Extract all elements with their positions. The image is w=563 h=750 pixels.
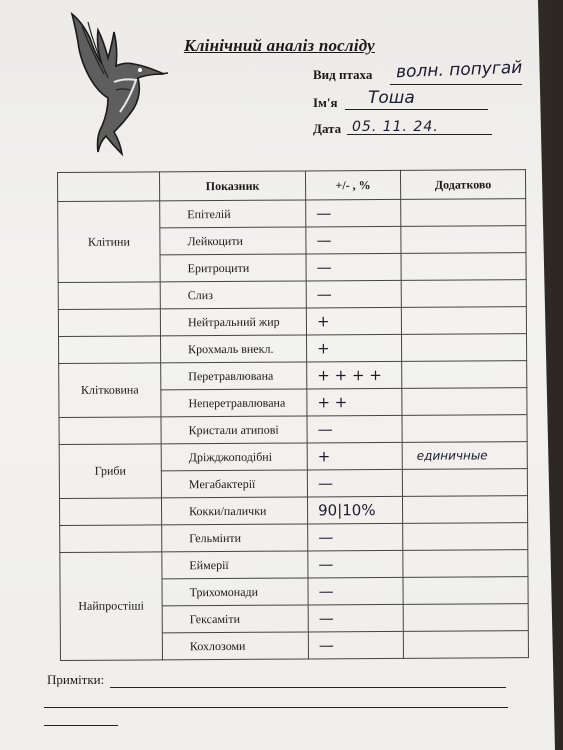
indicator-result: — — [306, 199, 401, 227]
table-row — [59, 496, 527, 526]
indicator-note: единичные — [402, 442, 527, 470]
table-row — [58, 307, 526, 337]
indicator-result: — — [307, 415, 402, 443]
indicator-note — [401, 253, 526, 281]
table-row — [59, 361, 527, 391]
name-label: Ім'я — [313, 95, 338, 110]
table-row — [59, 442, 527, 472]
indicator-result: + — [306, 307, 401, 335]
indicator-note — [401, 334, 526, 362]
indicator-result: — — [306, 280, 401, 308]
indicator-result: 90|10% — [307, 496, 402, 524]
indicator-result: + — [307, 334, 402, 362]
header-result: +/- , % — [305, 170, 400, 200]
species-line — [390, 84, 522, 85]
indicator-note — [403, 577, 528, 605]
indicator-name: Епітелій — [160, 200, 306, 228]
name-line — [345, 109, 488, 110]
indicator-result: + + — [307, 388, 402, 416]
indicator-result: — — [308, 604, 403, 632]
indicator-result: — — [308, 631, 403, 659]
indicator-note — [401, 199, 526, 227]
species-label: Вид птаха — [313, 67, 373, 82]
group-label: Найпростіші — [60, 552, 163, 661]
indicator-result: — — [306, 253, 401, 281]
indicator-note — [401, 307, 526, 335]
indicator-name: Нейтральний жир — [160, 308, 306, 336]
indicator-name: Еритроцити — [160, 254, 306, 282]
indicator-note — [403, 631, 528, 659]
notes-line-2 — [44, 707, 508, 708]
group-label: Гриби — [59, 444, 161, 499]
group-label: Клітини — [58, 201, 160, 283]
table-row — [58, 199, 526, 229]
indicator-result: + — [307, 442, 402, 470]
indicator-result: + + + + — [307, 361, 402, 389]
indicator-name: Дріжджоподібні — [161, 443, 307, 471]
indicator-note — [401, 280, 526, 308]
indicator-result: — — [307, 469, 402, 497]
table-row — [60, 523, 528, 553]
indicator-name: Еймерії — [162, 551, 308, 579]
group-empty-cell — [60, 525, 162, 553]
notes-line-1 — [110, 687, 506, 688]
hummingbird-logo-icon — [64, 8, 176, 158]
notes-line-3 — [44, 725, 118, 726]
date-value: 05. 11. 24. — [352, 119, 439, 135]
indicator-name: Неперетравлювана — [161, 389, 307, 417]
group-empty-cell — [59, 417, 161, 445]
group-label: Клітковина — [59, 363, 161, 418]
date-label: Дата — [313, 121, 342, 136]
indicator-note — [401, 226, 526, 254]
indicator-name: Крохмаль внекл. — [161, 335, 307, 363]
indicator-name: Трихомонади — [162, 578, 308, 606]
indicator-result: — — [308, 523, 403, 551]
species-value: волн. попугай — [395, 57, 523, 83]
form-title: Клінічний аналіз посліду — [184, 36, 375, 55]
indicator-name: Кохлозоми — [162, 632, 308, 660]
header-additional: Додатково — [400, 170, 525, 200]
table-row — [58, 280, 526, 310]
group-empty-cell — [58, 309, 160, 337]
indicator-note — [403, 550, 528, 578]
indicator-name: Слиз — [160, 281, 306, 309]
name-value: Тоша — [368, 88, 415, 108]
indicator-name: Мегабактерії — [161, 470, 307, 498]
table-header-row — [58, 170, 526, 202]
indicator-note — [402, 469, 527, 497]
group-empty-cell — [58, 282, 160, 310]
table-row — [59, 334, 527, 364]
analysis-table — [57, 169, 529, 661]
table-row — [60, 550, 528, 580]
indicator-result: — — [306, 226, 401, 254]
header-indicator: Показник — [160, 171, 306, 201]
indicator-name: Лейкоцити — [160, 227, 306, 255]
indicator-name: Гексаміти — [162, 605, 308, 633]
indicator-note — [402, 415, 527, 443]
indicator-note — [402, 496, 527, 524]
indicator-name: Гельмінти — [162, 524, 308, 552]
indicator-name: Кристали атипові — [161, 416, 307, 444]
group-empty-cell — [59, 336, 161, 364]
indicator-name: Перетравлювана — [161, 362, 307, 390]
table-row — [59, 415, 527, 445]
indicator-result: — — [308, 550, 403, 578]
notes-label: Примітки: — [47, 672, 105, 687]
group-empty-cell — [59, 498, 161, 526]
indicator-note — [403, 523, 528, 551]
indicator-note — [403, 604, 528, 632]
indicator-name: Кокки/палички — [161, 497, 307, 525]
indicator-note — [402, 361, 527, 389]
indicator-result: — — [308, 577, 403, 605]
header-blank-cell — [58, 172, 160, 202]
indicator-note — [402, 388, 527, 416]
